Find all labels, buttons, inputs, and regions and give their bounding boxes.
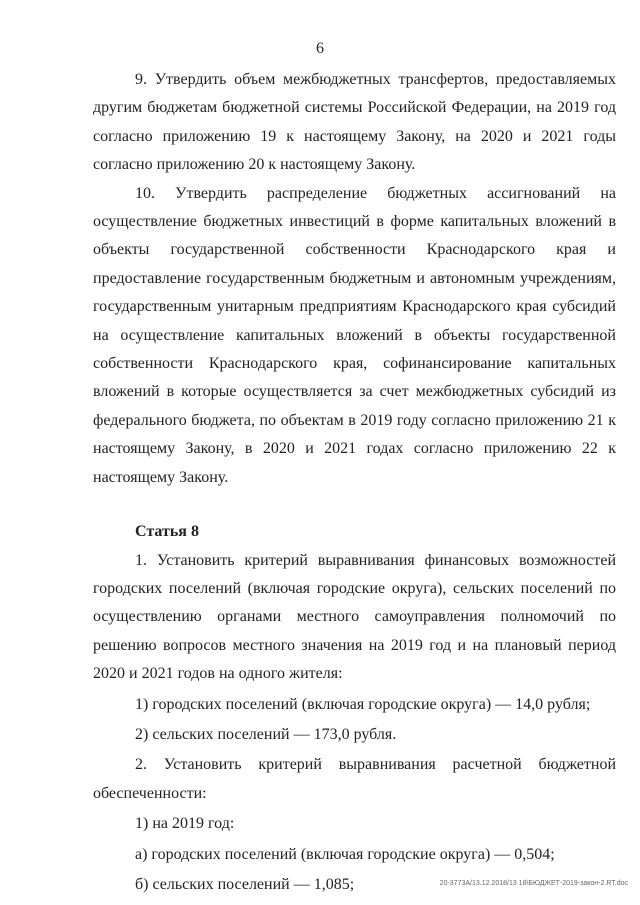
- page-number: 6: [316, 40, 324, 57]
- article-item: а) городских поселений (включая городские округа) — 0,504;: [135, 845, 555, 863]
- article-item: 2) сельских поселений — 173,0 рубля.: [135, 725, 397, 743]
- article-item: 1. Установить критерий выравнивания финансовых возможностей городских поселений (включая городские округа), сельских поселений по осуществлению органами местного самоуправления полномочий по решению вопросов местного значения на 2019 год и на плановый период 2020 и 2021 годов на одного жителя:: [93, 551, 616, 683]
- article-item: 1) на 2019 год:: [135, 815, 235, 833]
- paragraph-9: 9. Утвердить объем межбюджетных трансфертов, предоставляемых другим бюджетам бюджетной системы Российской Федерации, на 2019 год согласно приложению 19 к настоящему Закону, на 2020 и 2021 годы согласно приложению 20 к настоящему Закону.: [93, 71, 616, 174]
- article-item: 1) городских поселений (включая городские округа) — 14,0 рубля;: [135, 695, 591, 713]
- article-item: 2. Установить критерий выравнивания расчетной бюджетной обеспеченности:: [93, 756, 616, 802]
- file-path-footer: 20-3773А/13.12.2018/13 18\БЮДЖЕТ-2019-закон-2.RT.doc: [439, 880, 628, 887]
- paragraph-10: 10. Утвердить распределение бюджетных ассигнований на осуществление бюджетных инвестиций в форме капитальных вложений в объекты государственной собственности Краснодарского края и предоставление государственным бюджетным и автономным учреждениям, государственным унитарным предприятиям Краснодарского края субсидий на осуществление капитальных вложений в объекты государственной собственности Краснодарского края, софинансирование капитальных вложений в которые осуществляется за счет межбюджетных субсидий из федерального бюджета, по объектам в 2019 году согласно приложению 21 к настоящему Закону, в 2020 и 2021 годах согласно приложению 22 к настоящему Закону.: [93, 184, 616, 486]
- article-heading: Статья 8: [135, 523, 199, 541]
- document-body: [93, 66, 616, 899]
- article-item: б) сельских поселений — 1,085;: [135, 875, 355, 893]
